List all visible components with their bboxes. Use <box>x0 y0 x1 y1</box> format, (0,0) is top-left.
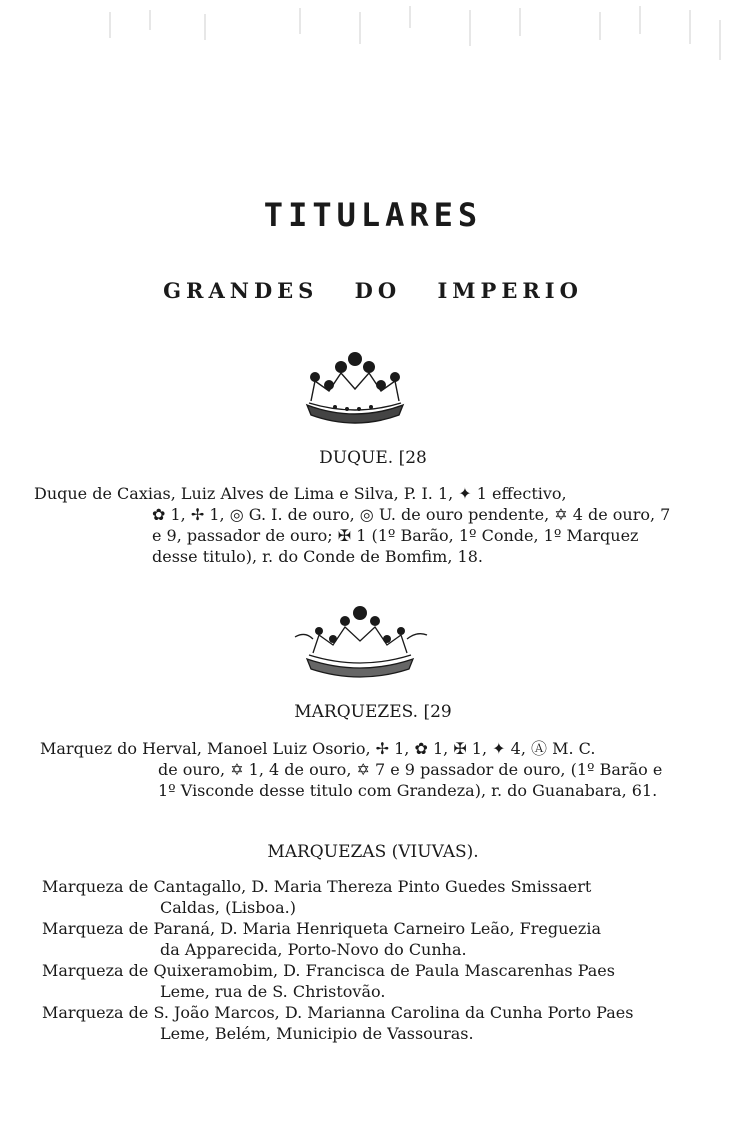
entry-lead: Marqueza de Quixeramobim, D. Francisca de Paula Mascarenhas Paes <box>42 961 615 980</box>
ducal-crown-icon <box>285 345 425 425</box>
list-item <box>42 918 682 960</box>
entry-lead: Marqueza de Paraná, D. Maria Henriqueta Carneiro Leão, Freguezia <box>42 919 601 938</box>
entry-continuation: Leme, Belém, Municipio de Vassouras. <box>160 1024 474 1043</box>
entry-lead: Marqueza de S. João Marcos, D. Marianna Carolina da Cunha Porto Paes <box>42 1003 634 1022</box>
list-item <box>42 960 682 1002</box>
subtitle-word: IMPERIO <box>437 278 583 303</box>
subtitle-word: DO <box>354 278 402 303</box>
section-heading-marquezas: MARQUEZAS (VIUVAS). <box>267 842 479 862</box>
page-subtitle <box>0 278 746 303</box>
marquis-crown-icon <box>285 597 435 682</box>
page-title: TITULARES <box>263 196 483 234</box>
entry-lead: Marquez do Herval, Manoel Luiz Osorio, ✢ 1, ✿ 1, ✠ 1, ✦ 4, Ⓐ M. C. <box>40 739 596 758</box>
list-item <box>42 876 682 918</box>
subtitle-word: GRANDES <box>163 278 319 303</box>
entry-lead: Marqueza de Cantagallo, D. Maria Thereza Pinto Guedes Smissaert <box>42 877 592 896</box>
section-heading-duque: DUQUE. [28 <box>319 448 427 468</box>
entry-continuation: Caldas, (Lisboa.) <box>160 898 296 917</box>
entry-continuation: Leme, rua de S. Christovão. <box>160 982 386 1001</box>
entry-lead: Duque de Caxias, Luiz Alves de Lima e Silva, P. I. 1, ✦ 1 effectivo, <box>34 484 567 503</box>
list-item <box>34 483 674 567</box>
list-item <box>42 1002 682 1044</box>
print-noise-decoration <box>0 0 746 70</box>
entry-continuation: de ouro, ✡ 1, 4 de ouro, ✡ 7 e 9 passador de ouro, (1º Barão e 1º Visconde desse titulo com Grandeza), r. do Guanabara, 61. <box>158 760 663 800</box>
entry-continuation: ✿ 1, ✢ 1, ◎ G. I. de ouro, ◎ U. de ouro pendente, ✡ 4 de ouro, 7 e 9, passador de ouro; ✠ 1 (1º Barão, 1º Conde, 1º Marquez desse titulo), r. do Conde de Bomfim, 18. <box>152 505 671 566</box>
section-heading-marquezes: MARQUEZES. [29 <box>294 702 452 722</box>
entry-continuation: da Apparecida, Porto-Novo do Cunha. <box>160 940 467 959</box>
list-item <box>40 738 680 801</box>
